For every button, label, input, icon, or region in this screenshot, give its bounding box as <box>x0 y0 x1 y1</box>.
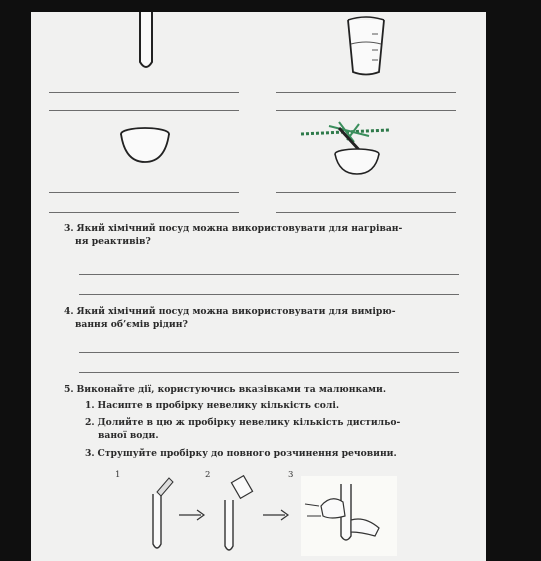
answer-line <box>49 212 239 213</box>
mortar-with-herbs-illustration <box>299 112 399 182</box>
question-5 <box>64 384 484 397</box>
question-text: Який хімічний посуд можна використовувати для нагріван- <box>76 223 403 234</box>
bowl-illustration <box>117 124 173 166</box>
answer-line <box>49 192 239 193</box>
step-text: Долийте в цю ж пробірку невелику кількість дистильо- <box>97 417 401 428</box>
answer-line <box>276 212 456 213</box>
question-number: 3. <box>64 223 74 234</box>
answer-line <box>49 92 239 93</box>
figure-label: 1 <box>115 470 121 480</box>
answer-line <box>49 110 239 111</box>
question-text: вання об’ємів рідин? <box>75 318 188 330</box>
step-text: ваної води. <box>98 429 159 441</box>
workbook-page <box>31 12 486 561</box>
arrow-icon <box>177 507 207 523</box>
answer-line <box>79 274 459 275</box>
answer-line <box>79 352 459 353</box>
question-3 <box>64 223 484 248</box>
question-4 <box>64 306 484 331</box>
question-text: Який хімічний посуд можна використовувати для вимірю- <box>76 306 396 317</box>
pour-water-figure <box>215 474 255 554</box>
step-2 <box>85 417 480 442</box>
question-text: Виконайте дії, користуючись вказівками та малюнками. <box>76 384 387 395</box>
answer-line <box>79 372 459 373</box>
step-text: Струшуйте пробірку до повного розчинення речовини. <box>97 448 397 459</box>
answer-line <box>276 92 456 93</box>
question-number: 5. <box>64 384 74 395</box>
figure-label: 3 <box>288 470 294 480</box>
step-text: Насипте в пробірку невелику кількість солі. <box>97 400 340 411</box>
test-tube-illustration <box>131 12 161 74</box>
step-number: 3. <box>85 448 95 459</box>
shake-tube-figure <box>301 476 397 556</box>
question-number: 4. <box>64 306 74 317</box>
question-text: ня реактивів? <box>75 235 151 247</box>
step-1 <box>85 400 480 413</box>
figure-label: 2 <box>205 470 211 480</box>
answer-line <box>276 192 456 193</box>
step-number: 1. <box>85 400 95 411</box>
step-3 <box>85 448 480 461</box>
arrow-icon <box>261 507 291 523</box>
answer-line <box>276 110 456 111</box>
beaker-illustration <box>344 14 388 78</box>
pour-salt-figure <box>139 474 179 554</box>
answer-line <box>79 294 459 295</box>
step-number: 2. <box>85 417 95 428</box>
